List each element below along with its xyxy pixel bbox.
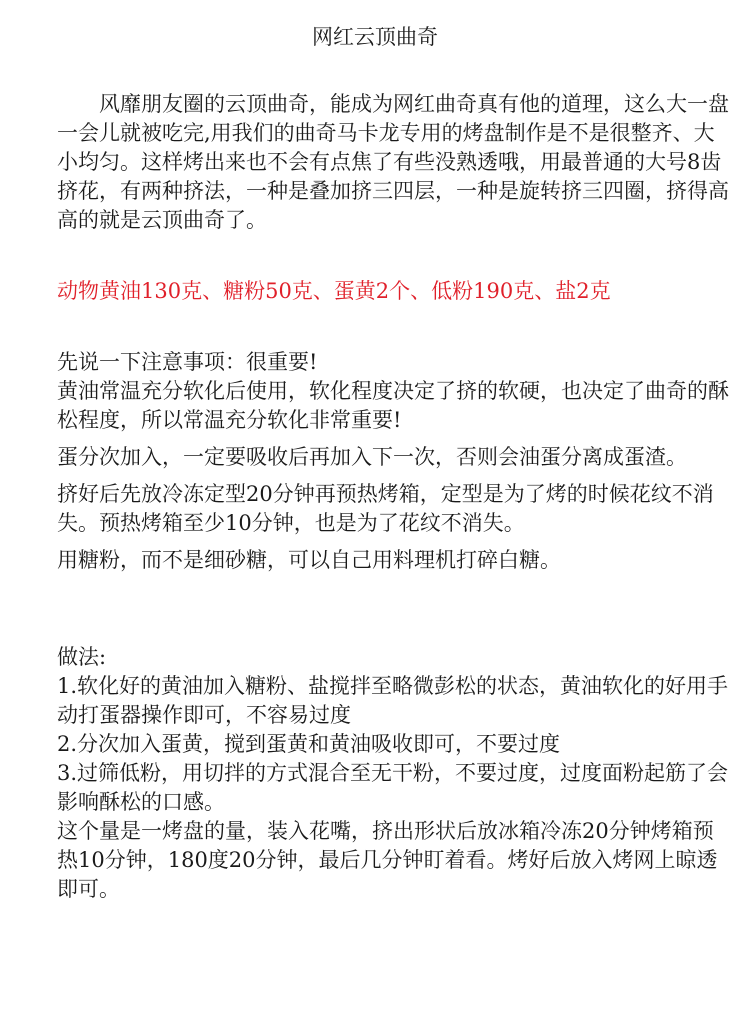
method-step: 这个量是一烤盘的量，装入花嘴，挤出形状后放冰箱冷冻20分钟烤箱预热10分钟，180度20分钟，最后几分钟盯着看。烤好后放入烤网上晾透即可。 — [57, 819, 718, 901]
method-step: 2.分次加入蛋黄，搅到蛋黄和黄油吸收即可，不要过度 — [57, 732, 561, 756]
tip-item: 黄油常温充分软化后使用，软化程度决定了挤的软硬，也决定了曲奇的酥松程度，所以常温充分软化非常重要! — [57, 379, 729, 432]
tip-item: 蛋分次加入，一定要吸收后再加入下一次，否则会油蛋分离成蛋渣。 — [57, 445, 687, 469]
method-step: 3.过筛低粉，用切拌的方式混合至无干粉，不要过度，过度面粉起筋了会影响酥松的口感。 — [57, 761, 729, 814]
method-step: 1.软化好的黄油加入糖粉、盐搅拌至略微彭松的状态，黄油软化的好用手动打蛋器操作即可，不容易过度 — [57, 674, 729, 727]
ingredients-line: 动物黄油130克、糖粉50克、蛋黄2个、低粉190克、盐2克 — [57, 279, 611, 303]
intro-paragraph: 风靡朋友圈的云顶曲奇，能成为网红曲奇真有他的道理，这么大一盘一会儿就被吃完,用我们的曲奇马卡龙专用的烤盘制作是不是很整齐、大小均匀。这样烤出来也不会有点焦了有些没熟透哦，用最普通的大号8齿挤花，有两种挤法，一种是叠加挤三四层，一种是旋转挤三四圈，挤得高高的就是云顶曲奇了。 — [57, 92, 729, 232]
tip-item: 用糖粉，而不是细砂糖，可以自己用料理机打碎白糖。 — [57, 548, 561, 572]
method-heading: 做法: — [57, 645, 107, 669]
page-title: 网红云顶曲奇 — [312, 25, 438, 49]
tips-heading: 先说一下注意事项：很重要! — [57, 350, 318, 374]
tip-item: 挤好后先放冷冻定型20分钟再预热烤箱，定型是为了烤的时候花纹不消失。预热烤箱至少10分钟，也是为了花纹不消失。 — [57, 482, 714, 535]
article-body — [57, 90, 733, 904]
